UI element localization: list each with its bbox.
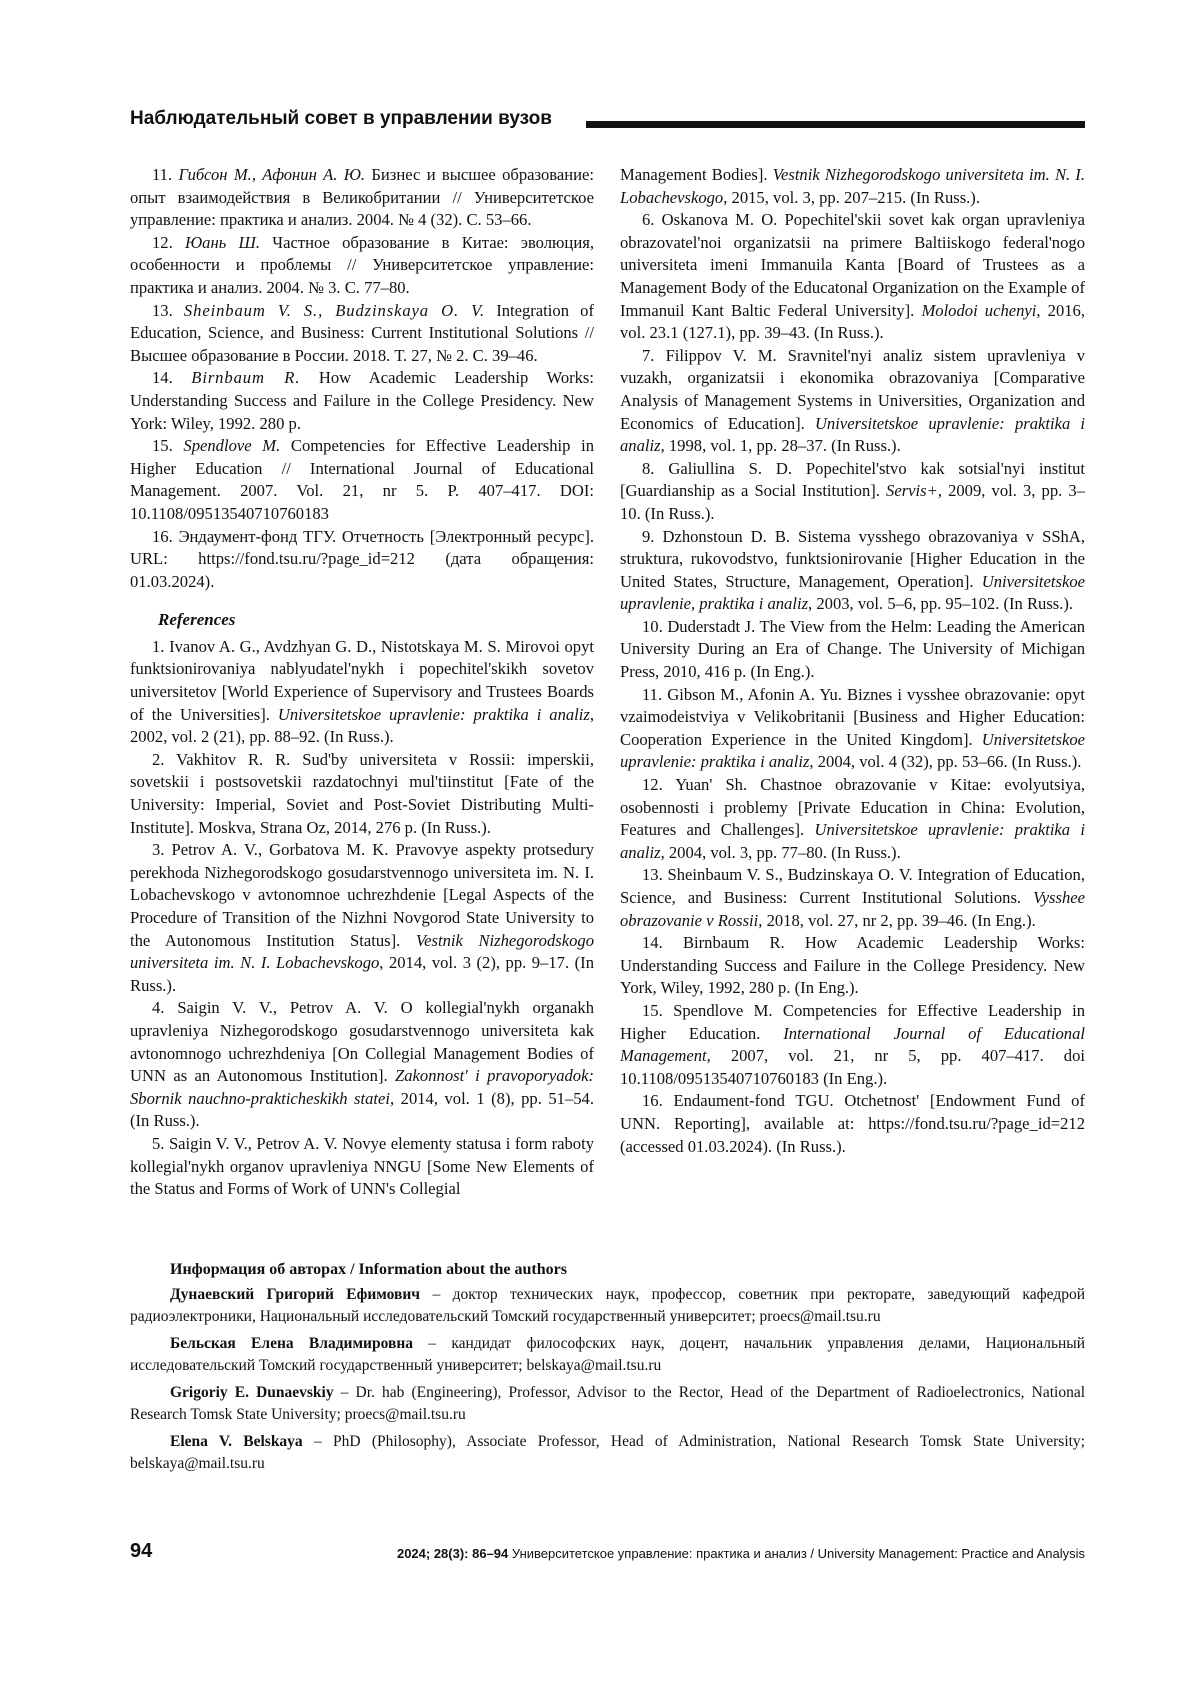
ref-text: Vakhitov R. R. Sud'by universiteta v Rossii: imperskii, sovetskii i postsovetskii razdatochnyi mul'tiinstitut [Fate of the University: Imperial, Soviet and Post-Soviet Distributing Multi-Institute]. Moskva, Strana Oz, 2014, 276 p. (In Russ.). — [130, 749, 594, 837]
ref-number: 14. — [152, 368, 173, 388]
ref-tail: , 1998, vol. 1, pp. 28–37. (In Russ.). — [660, 436, 901, 456]
author-entry — [130, 1333, 1085, 1377]
ref-en-11 — [620, 684, 1085, 774]
ref-text: Integration of Education, Science, and Business: Current Institutional Solutions // Высшее образование в России. 2018. Т. 27, № 2. С. 39–46. — [130, 300, 594, 365]
ref-tail: , 2009, vol. 3, pp. 3–10. (In Russ.). — [620, 481, 1085, 523]
ref-authors: Birnbaum R. — [191, 368, 301, 388]
ref-number: 4. — [152, 998, 165, 1018]
footer-citation — [397, 1546, 1085, 1561]
ref-en-16 — [620, 1090, 1085, 1158]
ref-en-7 — [620, 345, 1085, 458]
ref-text: Competencies for Effective Leadership in Higher Education // International Journal of Educational Management. 2007. Vol. 21, nr 5. P. 407–417. DOI: 10.1108/09513540710760183 — [130, 436, 595, 523]
ref-text: Бизнес и высшее образование: опыт взаимодействия в Великобритании // Университетское управление: практика и анализ. 2004. № 4 (32). С. 53–66. — [130, 165, 594, 230]
ref-tail: , 2007, vol. 21, nr 5, pp. 407–417. doi 10.1108/09513540710760183 (In Eng.). — [620, 1046, 1085, 1088]
ref-tail: , 2004, vol. 3, pp. 77–80. (In Russ.). — [660, 842, 901, 862]
ref-en-6 — [620, 209, 1085, 345]
ref-number: 7. — [642, 345, 655, 365]
ref-tail: , 2014, vol. 3 (2), pp. 9–17. (In Russ.). — [130, 953, 594, 995]
ref-text: Management Bodies]. — [620, 165, 773, 184]
left-column — [130, 164, 594, 1201]
ref-ru-13 — [130, 300, 594, 368]
ref-tail: , 2016, vol. 23.1 (127.1), pp. 39–43. (In Russ.). — [620, 300, 1085, 343]
ref-en-8 — [620, 458, 1085, 526]
author-name: Дунаевский Григорий Ефимович — [170, 1286, 421, 1303]
ref-text: Endaument-fond TGU. Otchetnost' [Endowment Fund of UNN. Reporting], available at: https://fond.tsu.ru/?page_id=212 (accessed 01.03.2024). (In Russ.). — [620, 1091, 1086, 1156]
page-number: 94 — [130, 1540, 153, 1562]
ref-text: Duderstadt J. The View from the Helm: Leading the American University During an Era of Change. The University of Michigan Press, 2010, 416 p. (In Eng.). — [620, 616, 1085, 682]
ref-number: 2. — [152, 749, 165, 769]
author-details: – PhD (Philosophy), Associate Professor, Head of Administration, National Research Tomsk State University; belskaya@mail.tsu.ru — [130, 1433, 1085, 1472]
ref-number: 15. — [152, 436, 173, 456]
ref-ru-16 — [130, 526, 594, 594]
ref-journal: Vestnik Nizhegorodskogo universiteta im. N. I. Lobachevskogo — [620, 165, 1085, 207]
ref-en-5-continuation — [620, 164, 1085, 209]
ref-text: Saigin V. V., Petrov A. V. Novye elementy statusa i form raboty kollegial'nykh organov upravleniya NNGU [Some New Elements of the Status and Forms of Work of UNN's Collegial — [130, 1133, 594, 1199]
author-name: Elena V. Belskaya — [170, 1433, 303, 1450]
ref-tail: , 2004, vol. 4 (32), pp. 53–66. (In Russ.). — [809, 752, 1082, 772]
ref-journal: Universitetskoe upravlenie: praktika i analiz — [620, 413, 1086, 456]
ref-ru-11 — [130, 164, 594, 232]
references-heading: References — [158, 610, 236, 630]
ref-number: 10. — [642, 616, 663, 636]
ref-journal: International Journal of Educational Management — [620, 1023, 1085, 1066]
ref-en-1 — [130, 636, 594, 749]
ref-text: Gibson M., Afonin A. Yu. Biznes i vysshee obrazovanie: opyt vzaimodeistviya v Velikobritanii [Business and Higher Education: Cooperation Experience in the United Kingdom]. — [620, 684, 1085, 749]
ref-tail: , 2015, vol. 3, pp. 207–215. (In Russ.). — [723, 187, 980, 207]
ref-tail: , 2014, vol. 1 (8), pp. 51–54. (In Russ.). — [130, 1088, 594, 1131]
ref-ru-12 — [130, 232, 594, 300]
ref-journal: Universitetskoe upravlenie: praktika i analiz — [277, 704, 590, 724]
ref-number: 9. — [642, 526, 655, 546]
ref-number: 11. — [152, 165, 173, 184]
author-entry — [130, 1431, 1085, 1475]
ref-number: 12. — [152, 232, 173, 252]
ref-tail: , 2018, vol. 27, nr 2, pp. 39–46. (In Eng.). — [758, 910, 1036, 930]
ref-en-5 — [130, 1133, 594, 1201]
ref-tail: , 2003, vol. 5–6, pp. 95–102. (In Russ.). — [808, 594, 1074, 614]
footer-journal: Университетское управление: практика и анализ / University Management: Practice and Analysis — [508, 1546, 1085, 1561]
ref-number: 8. — [642, 458, 655, 478]
ref-journal: Servis+ — [886, 481, 938, 501]
ref-text: How Academic Leadership Works: Understanding Success and Failure in the College Presidency. New York: Wiley, 1992. 280 p. — [130, 368, 595, 433]
ref-number: 6. — [642, 210, 655, 230]
author-entry — [130, 1382, 1085, 1426]
ref-journal: Zakonnost' i pravoporyadok: Sbornik nauchno-prakticheskikh statei — [130, 1066, 594, 1108]
ref-en-4 — [130, 997, 594, 1133]
ref-number: 15. — [642, 1000, 663, 1020]
ref-journal: Vestnik Nizhegorodskogo universiteta im. N. I. Lobachevskogo — [130, 930, 594, 973]
ref-text: Birnbaum R. How Academic Leadership Works: Understanding Success and Failure in the College Presidency. New York, Wiley, 1992, 280 p. (In Eng.). — [620, 933, 1085, 998]
page-footer — [130, 1540, 1085, 1570]
ref-en-12 — [620, 774, 1085, 864]
ref-number: 5. — [152, 1133, 165, 1153]
ref-number: 11. — [642, 684, 663, 704]
ref-tail: , 2002, vol. 2 (21), pp. 88–92. (In Russ.). — [130, 704, 595, 747]
running-header — [130, 106, 1085, 140]
ref-number: 3. — [152, 840, 165, 860]
ref-journal: Universitetskoe upravlenie: praktika i analiz — [620, 729, 1085, 772]
ref-number: 16. — [642, 1091, 663, 1111]
author-entry — [130, 1284, 1085, 1328]
ref-authors: Spendlove M. — [183, 436, 281, 456]
footer-issue: 2024; 28(3): 86–94 — [396, 1546, 509, 1561]
ref-number: 14. — [642, 933, 663, 953]
ref-text: Эндаумент-фонд ТГУ. Отчетность [Электронный ресурс]. URL: https://fond.tsu.ru/?page_id=212 (дата обращения: 01.03.2024). — [130, 526, 594, 591]
ref-journal: Molodoi uchenyi — [921, 300, 1037, 320]
ref-text: Galiullina S. D. Popechitel'stvo kak sotsial'nyi institut [Guardianship as a Social Institution]. — [620, 458, 1085, 501]
ref-en-14 — [620, 932, 1085, 1000]
ref-number: 12. — [642, 775, 663, 795]
ref-journal: Universitetskoe upravlenie, praktika i analiz — [620, 571, 1085, 614]
ref-ru-14 — [130, 367, 594, 435]
ref-en-13 — [620, 864, 1085, 932]
author-name: Бельская Елена Владимировна — [170, 1335, 414, 1352]
ref-text: Saigin V. V., Petrov A. V. O kollegial'nykh organakh upravleniya Nizhegorodskogo gosudarstvennogo universiteta kak avtonomnogo uchrezhdeniya [On Collegial Management Bodies of UNN as an Autonomous Institution]. — [130, 998, 594, 1086]
ref-text: Sheinbaum V. S., Budzinskaya O. V. Integration of Education, Science, and Business: Current Institutional Solutions. — [620, 865, 1086, 907]
ref-journal: Universitetskoe upravlenie: praktika i analiz — [620, 820, 1085, 862]
ref-en-15 — [620, 1000, 1085, 1090]
ref-number: 1. — [152, 636, 165, 656]
ref-text: Частное образование в Китае: эволюция, особенности и проблемы // Университетское управление: практика и анализ. 2004. № 3. С. 77–80. — [130, 232, 594, 297]
ref-number: 13. — [152, 300, 173, 320]
ref-ru-15 — [130, 435, 594, 525]
ref-authors: Sheinbaum V. S., Budzinskaya O. V. — [183, 300, 486, 320]
ref-en-2 — [130, 749, 594, 839]
ref-text: Ivanov A. G., Avdzhyan G. D., Nistotskaya M. S. Mirovoi opyt funktsionirovaniya nablyudatel'nykh i popechitel'skikh sovetov universitetov [World Experience of Supervisory and Trustees Boards of the Universities]. — [130, 636, 594, 724]
ref-text: Spendlove M. Competencies for Effective Leadership in Higher Education. — [620, 1000, 1085, 1043]
ref-text: Oskanova M. O. Popechitel'skii sovet kak organ upravleniya obrazovatel'noi organizatsii na primere Baltiiskogo federal'nogo universiteta imeni Immanuila Kanta [Board of Trustees as a Management Body of the Educatonal Organization on the Example of Immanuil Kant Baltic Federal University]. — [620, 210, 1085, 320]
ref-text: Petrov A. V., Gorbatova M. K. Pravovye aspekty protsedury perekhoda Nizhegorodskogo gosudarstvennogo universiteta im. N. I. Lobachevskogo v avtonomnoe uchrezhdenie [Legal Aspects of the Procedure of Transition of the Nizhni Novgorod State University to the Autonomous Institution Status]. — [130, 840, 594, 950]
ref-en-10 — [620, 616, 1085, 684]
ref-en-3 — [130, 839, 594, 997]
author-name: Grigoriy E. Dunaevskiy — [170, 1384, 334, 1401]
ref-text: Yuan' Sh. Chastnoe obrazovanie v Kitae: evolyutsiya, osobennosti i problemy [Private Education in China: Evolution, Features and Challenges]. — [620, 775, 1085, 840]
ref-text: Filippov V. M. Sravnitel'nyi analiz sistem upravleniya v vuzakh, organizatsii i ekonomika obrazovaniya [Comparative Analysis of Management Systems in Universities, Organization and Economics of Education]. — [620, 345, 1085, 433]
authors-section — [130, 1259, 1085, 1480]
header-title: Наблюдательный совет в управлении вузов — [130, 108, 552, 129]
ref-authors: Юань Ш. — [185, 232, 261, 252]
author-details: – кандидат философских наук, доцент, начальник управления делами, Национальный исследовательский Томский государственный университет; belskaya@mail.tsu.ru — [130, 1335, 1086, 1374]
right-column — [620, 164, 1085, 1158]
ref-authors: Гибсон М., Афонин А. Ю. — [178, 165, 366, 184]
ref-en-9 — [620, 526, 1085, 616]
header-rule — [586, 121, 1085, 128]
authors-heading: Информация об авторах / Information about the authors — [170, 1261, 567, 1278]
ref-text: Dzhonstoun D. B. Sistema vysshego obrazovaniya v SShA, struktura, rukovodstvo, funktsionirovanie [Higher Education in the United States, Structure, Management, Operation]. — [620, 526, 1085, 591]
author-details: – Dr. hab (Engineering), Professor, Advisor to the Rector, Head of the Department of Radioelectronics, National Research Tomsk State University; proecs@mail.tsu.ru — [130, 1384, 1086, 1423]
ref-number: 13. — [642, 865, 663, 885]
ref-number: 16. — [152, 526, 173, 546]
author-details: – доктор технических наук, профессор, советник при ректорате, заведующий кафедрой радиоэлектроники, Национальный исследовательский Томский государственный университет; proecs@mail.tsu.ru — [130, 1286, 1086, 1325]
ref-journal: Vysshee obrazovanie v Rossii — [620, 888, 1085, 930]
